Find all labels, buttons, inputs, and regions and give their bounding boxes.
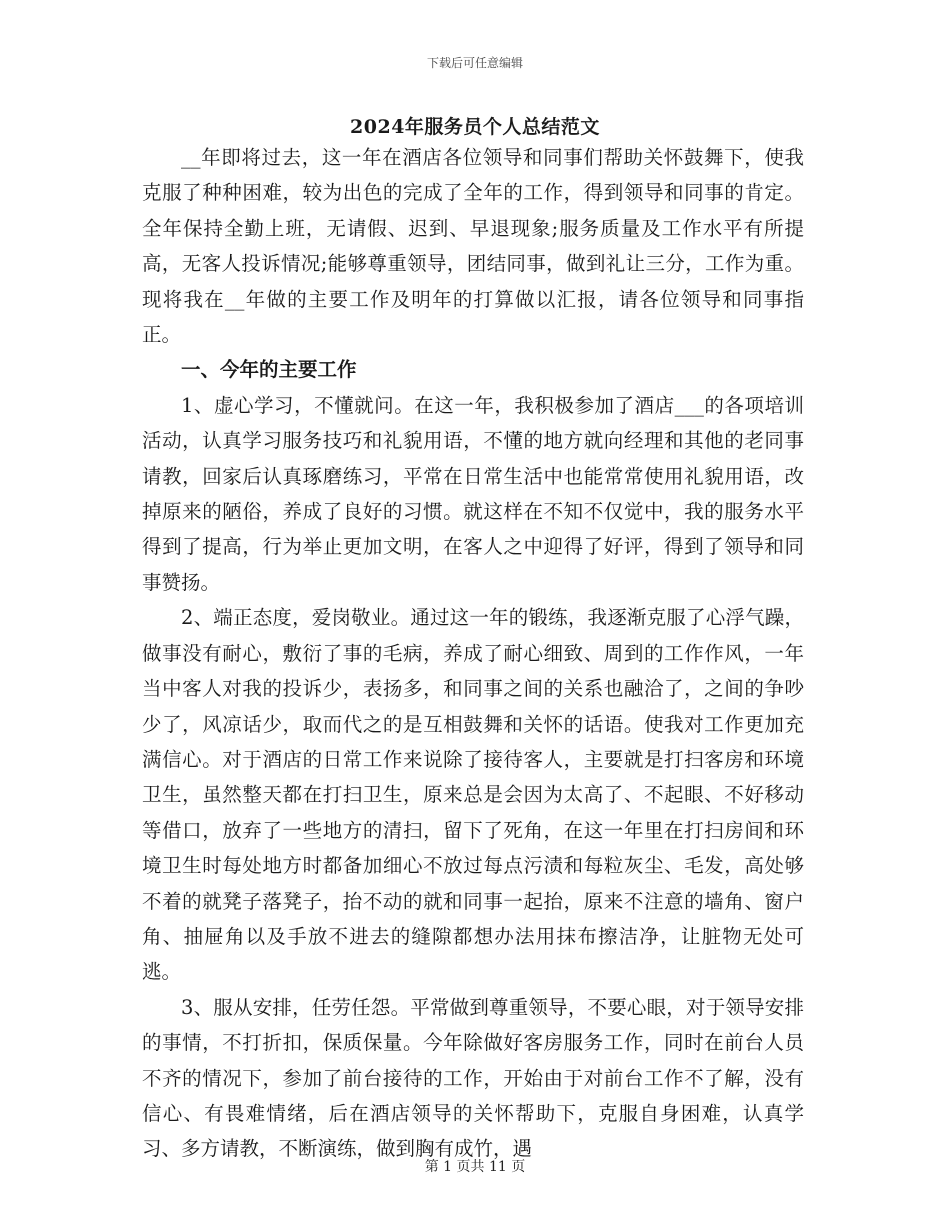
section-heading: 一、今年的主要工作 [181,358,357,382]
document-body [142,140,804,1167]
document-title: 2024年服务员个人总结范文 [350,116,600,138]
intro-paragraph: __年即将过去，这一年在酒店各位领导和同事们帮助关怀鼓舞下，使我克服了种种困难，较为出色的完成了全年的工作，得到领导和同事的肯定。全年保持全勤上班，无请假、迟到、早退现象;服务质量及工作水平有所提高，无客人投诉情况;能够尊重领导，团结同事，做到礼让三分，工作为重。现将我在__年做的主要工作及明年的打算做以汇报，请各位领导和同事指正。 [142,146,804,347]
paragraph-1: 1、虚心学习，不懂就问。在这一年，我积极参加了酒店___的各项培训活动，认真学习服务技巧和礼貌用语，不懂的地方就向经理和其他的老同事请教，回家后认真琢磨练习，平常在日常生活中也能常常使用礼貌用语，改掉原来的陋俗，养成了良好的习惯。就这样在不知不仅觉中，我的服务水平得到了提高，行为举止更加文明，在客人之中迎得了好评，得到了领导和同事赞扬。 [142,393,804,594]
paragraph-2: 2、端正态度，爱岗敬业。通过这一年的锻练，我逐渐克服了心浮气躁，做事没有耐心，敷衍了事的毛病，养成了耐心细致、周到的工作作风，一年当中客人对我的投诉少，表扬多，和同事之间的关系也融洽了，之间的争吵少了，风凉话少，取而代之的是互相鼓舞和关怀的话语。使我对工作更加充满信心。对于酒店的日常工作来说除了接待客人，主要就是打扫客房和环境卫生，虽然整天都在打扫卫生，原来总是会因为太高了、不起眼、不好移动等借口，放弃了一些地方的清扫，留下了死角，在这一年里在打扫房间和环境卫生时每处地方时都备加细心不放过每点污渍和每粒灰尘、毛发，高处够不着的就凳子落凳子，抬不动的就和同事一起抬，原来不注意的墙角、窗户角、抽屉角以及手放不进去的缝隙都想办法用抹布擦洁净，让脏物无处可逃。 [142,606,804,984]
page-footer: 第 1 页共 11 页 [424,1159,526,1175]
header-note: 下载后可任意编辑 [426,56,523,70]
paragraph-3: 3、服从安排，任劳任怨。平常做到尊重领导，不要心眼，对于领导安排的事情，不打折扣，保质保量。今年除做好客房服务工作，同时在前台人员不齐的情况下，参加了前台接待的工作，开始由于对前台工作不了解，没有信心、有畏难情绪，后在酒店领导的关怀帮助下，克服自身困难，认真学习、多方请教，不断演练，做到胸有成竹，遇 [142,995,804,1161]
